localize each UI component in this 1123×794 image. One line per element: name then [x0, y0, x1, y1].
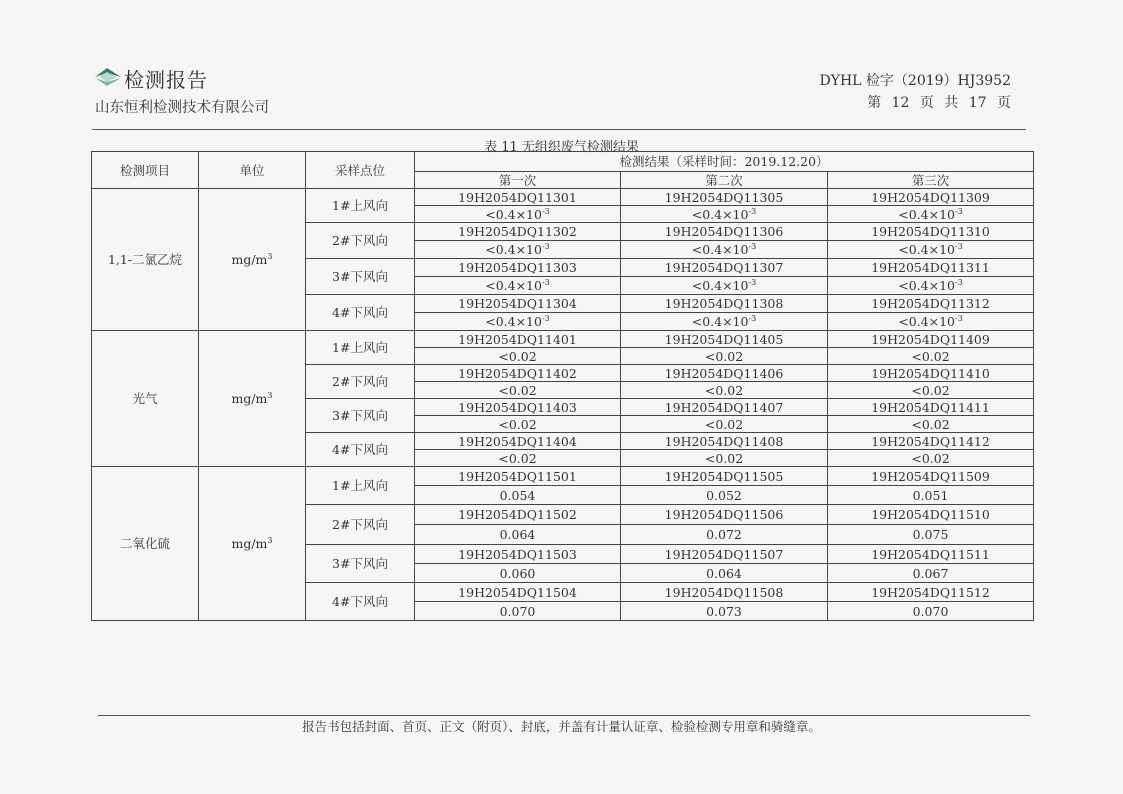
cell-sampling-point: 1#上风向 — [306, 189, 415, 223]
cell-sampling-point: 3#下风向 — [306, 545, 415, 583]
cell-sample-code: 19H2054DQ11501 — [415, 467, 621, 486]
result-value-text: <0.02 — [911, 416, 950, 432]
result-value-text: 0.052 — [706, 487, 742, 503]
result-exponent: -3 — [748, 277, 757, 287]
header-run-3: 第三次 — [828, 172, 1034, 189]
result-value-text: 0.075 — [912, 527, 949, 542]
result-value-text: <0.02 — [704, 348, 744, 364]
cell-sample-code: 19H2054DQ11301 — [415, 189, 621, 206]
report-number: DYHL 检字（2019）HJ3952 — [819, 73, 1011, 89]
table-row-code — [92, 467, 1034, 486]
result-value-text: 0.060 — [499, 565, 536, 581]
cell-result-value — [415, 348, 621, 365]
cell-result-value — [828, 348, 1034, 365]
cell-sample-code: 19H2054DQ11411 — [828, 399, 1034, 416]
cell-sample-code: 19H2054DQ11406 — [621, 365, 828, 382]
header-run-1: 第一次 — [415, 172, 621, 189]
cell-sample-code: 19H2054DQ11412 — [828, 433, 1034, 450]
cell-result-value — [621, 525, 828, 545]
header-divider — [92, 129, 1026, 130]
result-value-text: <0.02 — [498, 416, 537, 432]
cell-sample-code: 19H2054DQ11405 — [621, 331, 828, 348]
cell-unit — [199, 189, 306, 331]
cell-sample-code: 19H2054DQ11312 — [828, 295, 1034, 313]
cell-sample-code: 19H2054DQ11302 — [415, 223, 621, 241]
result-value-text: <0.4×10 — [485, 314, 542, 329]
cell-result-value — [621, 382, 828, 399]
cell-sample-code: 19H2054DQ11310 — [828, 223, 1034, 241]
cell-result-value — [621, 277, 828, 295]
cell-result-value — [621, 206, 828, 223]
cell-result-value — [621, 564, 828, 583]
results-body — [92, 189, 1034, 621]
result-value-text: 0.067 — [912, 565, 949, 581]
company-name: 山东恒利检测技术有限公司 — [95, 100, 269, 116]
result-exponent: -3 — [541, 206, 550, 216]
cell-result-value — [828, 602, 1034, 621]
cell-sample-code: 19H2054DQ11503 — [415, 545, 621, 564]
cell-sample-code: 19H2054DQ11307 — [621, 259, 828, 277]
cell-result-value — [415, 206, 621, 223]
result-value-text: <0.02 — [911, 348, 950, 364]
header-unit: 单位 — [199, 152, 306, 189]
table-row-code — [92, 331, 1034, 348]
unit-superscript: 3 — [267, 390, 273, 400]
cell-unit — [199, 331, 306, 467]
cell-sample-code: 19H2054DQ11304 — [415, 295, 621, 313]
cell-result-value — [621, 486, 828, 505]
cell-sample-code: 19H2054DQ11402 — [415, 365, 621, 382]
result-value-text: 0.072 — [706, 527, 742, 542]
cell-sampling-point: 3#下风向 — [306, 399, 415, 433]
cell-result-value — [828, 486, 1034, 505]
cell-sample-code: 19H2054DQ11403 — [415, 399, 621, 416]
cell-result-value — [415, 486, 621, 505]
unit-text: mg/m — [231, 391, 268, 406]
cell-sample-code: 19H2054DQ11311 — [828, 259, 1034, 277]
result-value-text: 0.073 — [706, 603, 742, 619]
cell-sample-code: 19H2054DQ11505 — [621, 467, 828, 486]
cell-sample-code: 19H2054DQ11303 — [415, 259, 621, 277]
page-number: 第 12 页 共 17 页 — [867, 95, 1011, 111]
result-value-text: <0.4×10 — [485, 278, 542, 293]
result-value-text: <0.4×10 — [485, 206, 542, 222]
cell-sample-code: 19H2054DQ11510 — [828, 505, 1034, 525]
unit-text: mg/m — [231, 536, 268, 551]
cell-sampling-point: 1#上风向 — [306, 331, 415, 365]
cell-result-value — [415, 277, 621, 295]
cell-sampling-point: 2#下风向 — [306, 365, 415, 399]
cell-result-value — [621, 241, 828, 259]
cell-result-value — [828, 382, 1034, 399]
result-value-text: <0.4×10 — [485, 242, 542, 257]
header-item: 检测项目 — [92, 152, 199, 189]
cell-sample-code: 19H2054DQ11504 — [415, 583, 621, 602]
result-value-text: <0.02 — [911, 382, 950, 398]
unit-superscript: 3 — [267, 251, 273, 261]
cell-sampling-point: 4#下风向 — [306, 583, 415, 621]
result-value-text: 0.070 — [499, 603, 536, 619]
result-value-text: <0.4×10 — [898, 278, 955, 293]
cell-result-value — [415, 525, 621, 545]
result-value-text: <0.02 — [704, 382, 744, 398]
result-exponent: -3 — [748, 241, 757, 251]
result-exponent: -3 — [954, 277, 963, 287]
cell-sample-code: 19H2054DQ11305 — [621, 189, 828, 206]
cell-sampling-point: 4#下风向 — [306, 295, 415, 331]
report-title: 检测报告 — [124, 68, 208, 92]
cell-result-value — [828, 525, 1034, 545]
result-value-text: <0.02 — [704, 416, 744, 432]
result-value-text: 0.070 — [912, 603, 949, 619]
cell-result-value — [415, 241, 621, 259]
cell-sample-code: 19H2054DQ11509 — [828, 467, 1034, 486]
result-value-text: <0.02 — [498, 382, 537, 398]
result-value-text: <0.4×10 — [691, 278, 749, 293]
cell-result-value — [828, 450, 1034, 467]
cell-result-value — [415, 602, 621, 621]
result-value-text: 0.054 — [499, 487, 536, 503]
result-exponent: -3 — [954, 313, 963, 323]
result-value-text: <0.02 — [498, 450, 537, 466]
footer-divider — [98, 715, 1030, 716]
result-exponent: -3 — [954, 241, 963, 251]
result-value-text: <0.02 — [911, 450, 950, 466]
cell-result-value — [621, 450, 828, 467]
header-run-2: 第二次 — [621, 172, 828, 189]
cell-sample-code: 19H2054DQ11508 — [621, 583, 828, 602]
cell-result-value — [828, 277, 1034, 295]
result-exponent: -3 — [541, 277, 550, 287]
cell-sampling-point: 3#下风向 — [306, 259, 415, 295]
result-value-text: <0.4×10 — [691, 206, 749, 222]
cell-result-value — [828, 564, 1034, 583]
cell-sample-code: 19H2054DQ11407 — [621, 399, 828, 416]
cell-sample-code: 19H2054DQ11502 — [415, 505, 621, 525]
cell-sampling-point: 2#下风向 — [306, 223, 415, 259]
cell-result-value — [621, 313, 828, 331]
cell-result-value — [621, 348, 828, 365]
cell-result-value — [621, 416, 828, 433]
result-value-text: <0.4×10 — [898, 314, 955, 329]
result-value-text: <0.02 — [498, 348, 537, 364]
result-value-text: <0.4×10 — [898, 242, 955, 257]
cell-sample-code: 19H2054DQ11506 — [621, 505, 828, 525]
cell-sample-code: 19H2054DQ11308 — [621, 295, 828, 313]
cell-item: 二氧化硫 — [92, 467, 199, 621]
cell-result-value — [415, 564, 621, 583]
footer-note: 报告书包括封面、首页、正文（附页）、封底，并盖有计量认证章、检验检测专用章和骑缝章。 — [302, 719, 821, 734]
cell-result-value — [828, 206, 1034, 223]
results-table — [91, 151, 1034, 621]
cell-sample-code: 19H2054DQ11309 — [828, 189, 1034, 206]
cell-sample-code: 19H2054DQ11401 — [415, 331, 621, 348]
result-value-text: <0.4×10 — [898, 206, 955, 222]
result-value-text: <0.4×10 — [691, 314, 749, 329]
result-exponent: -3 — [541, 241, 550, 251]
cell-result-value — [828, 241, 1034, 259]
cell-sample-code: 19H2054DQ11409 — [828, 331, 1034, 348]
result-exponent: -3 — [954, 206, 963, 216]
cell-result-value — [415, 416, 621, 433]
cell-sample-code: 19H2054DQ11511 — [828, 545, 1034, 564]
result-value-text: <0.4×10 — [691, 242, 749, 257]
cell-result-value — [415, 313, 621, 331]
cell-sampling-point: 2#下风向 — [306, 505, 415, 545]
result-value-text: 0.064 — [706, 565, 742, 581]
cell-sample-code: 19H2054DQ11507 — [621, 545, 828, 564]
result-exponent: -3 — [748, 206, 757, 216]
header-results: 检测结果（采样时间：2019.12.20） — [415, 152, 1034, 172]
unit-text: mg/m — [231, 252, 268, 267]
cell-sample-code: 19H2054DQ11410 — [828, 365, 1034, 382]
cell-sampling-point: 1#上风向 — [306, 467, 415, 505]
result-value-text: 0.051 — [912, 487, 949, 503]
cell-result-value — [415, 450, 621, 467]
cell-sample-code: 19H2054DQ11306 — [621, 223, 828, 241]
cell-item: 1,1-二氯乙烷 — [92, 189, 199, 331]
cell-result-value — [415, 382, 621, 399]
unit-superscript: 3 — [267, 535, 273, 545]
cell-sampling-point: 4#下风向 — [306, 433, 415, 467]
header-point: 采样点位 — [306, 152, 415, 189]
result-value-text: <0.02 — [704, 450, 744, 466]
cell-unit — [199, 467, 306, 621]
result-value-text: 0.064 — [499, 527, 536, 542]
cell-sample-code: 19H2054DQ11408 — [621, 433, 828, 450]
cell-result-value — [621, 602, 828, 621]
cell-sample-code: 19H2054DQ11404 — [415, 433, 621, 450]
result-exponent: -3 — [541, 313, 550, 323]
cell-result-value — [828, 313, 1034, 331]
company-logo-icon — [95, 68, 121, 86]
table-title: 表 11 无组织废气检测结果 — [484, 140, 639, 155]
cell-item: 光气 — [92, 331, 199, 467]
cell-sample-code: 19H2054DQ11512 — [828, 583, 1034, 602]
table-row-code — [92, 189, 1034, 206]
cell-result-value — [828, 416, 1034, 433]
result-exponent: -3 — [748, 313, 757, 323]
